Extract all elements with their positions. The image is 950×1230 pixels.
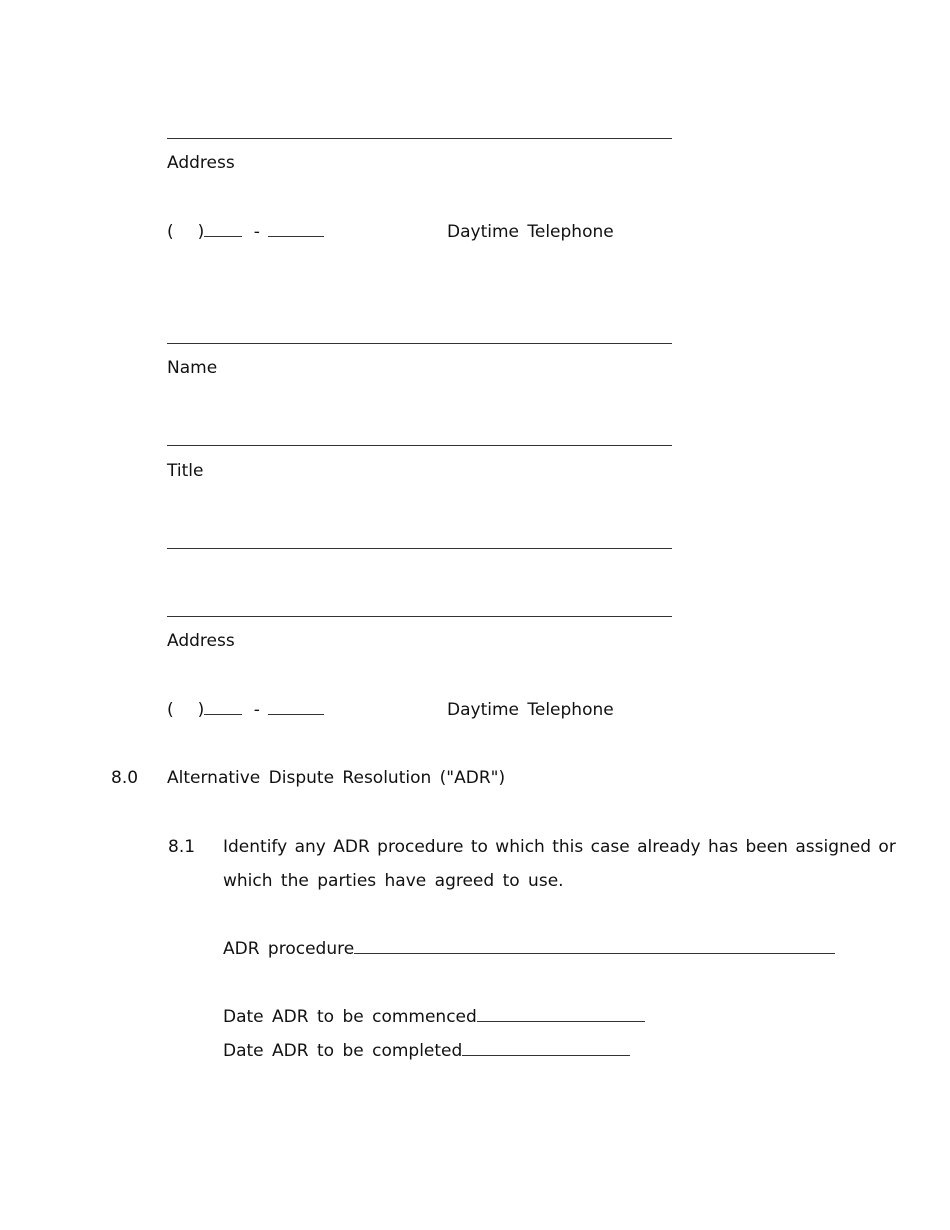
adr-procedure-blank[interactable] [354, 939, 835, 954]
phone-number-blank[interactable] [268, 700, 324, 715]
item-text-line-1: Identify any ADR procedure to which this case already has been assigned or [223, 837, 896, 857]
section-number: 8.0 [111, 768, 139, 788]
signature-line[interactable] [167, 138, 672, 139]
phone-dash: - [253, 700, 260, 720]
title-line[interactable] [167, 445, 672, 446]
item-text-line-2: which the parties have agreed to use. [223, 871, 564, 891]
phone-open-paren: ( [167, 700, 174, 720]
phone-open-paren: ( [167, 222, 174, 242]
phone-number-blank[interactable] [268, 222, 324, 237]
adr-completed-field[interactable] [223, 1041, 630, 1061]
name-label: Name [167, 358, 218, 378]
area-code-blank[interactable] [204, 700, 242, 715]
title-label: Title [167, 461, 204, 481]
item-number: 8.1 [168, 837, 196, 857]
phone-dash: - [253, 222, 260, 242]
address-label: Address [167, 153, 235, 173]
phone-close-paren: ) [197, 700, 205, 720]
adr-procedure-label: ADR procedure [223, 939, 355, 959]
daytime-telephone-label: Daytime Telephone [447, 222, 614, 242]
daytime-telephone-label-2: Daytime Telephone [447, 700, 614, 720]
section-title: Alternative Dispute Resolution ("ADR") [167, 768, 506, 788]
adr-procedure-field[interactable] [223, 939, 835, 959]
phone-field-2[interactable] [167, 700, 324, 720]
name-line[interactable] [167, 343, 672, 344]
adr-commenced-blank[interactable] [477, 1007, 645, 1022]
adr-completed-blank[interactable] [462, 1041, 630, 1056]
address-line-2[interactable] [167, 616, 672, 617]
adr-commenced-label: Date ADR to be commenced [223, 1007, 477, 1027]
phone-close-paren: ) [197, 222, 205, 242]
adr-completed-label: Date ADR to be completed [223, 1041, 463, 1061]
phone-field[interactable] [167, 222, 324, 242]
adr-commenced-field[interactable] [223, 1007, 645, 1027]
address-label-2: Address [167, 631, 235, 651]
address-line-1[interactable] [167, 548, 672, 549]
area-code-blank[interactable] [204, 222, 242, 237]
